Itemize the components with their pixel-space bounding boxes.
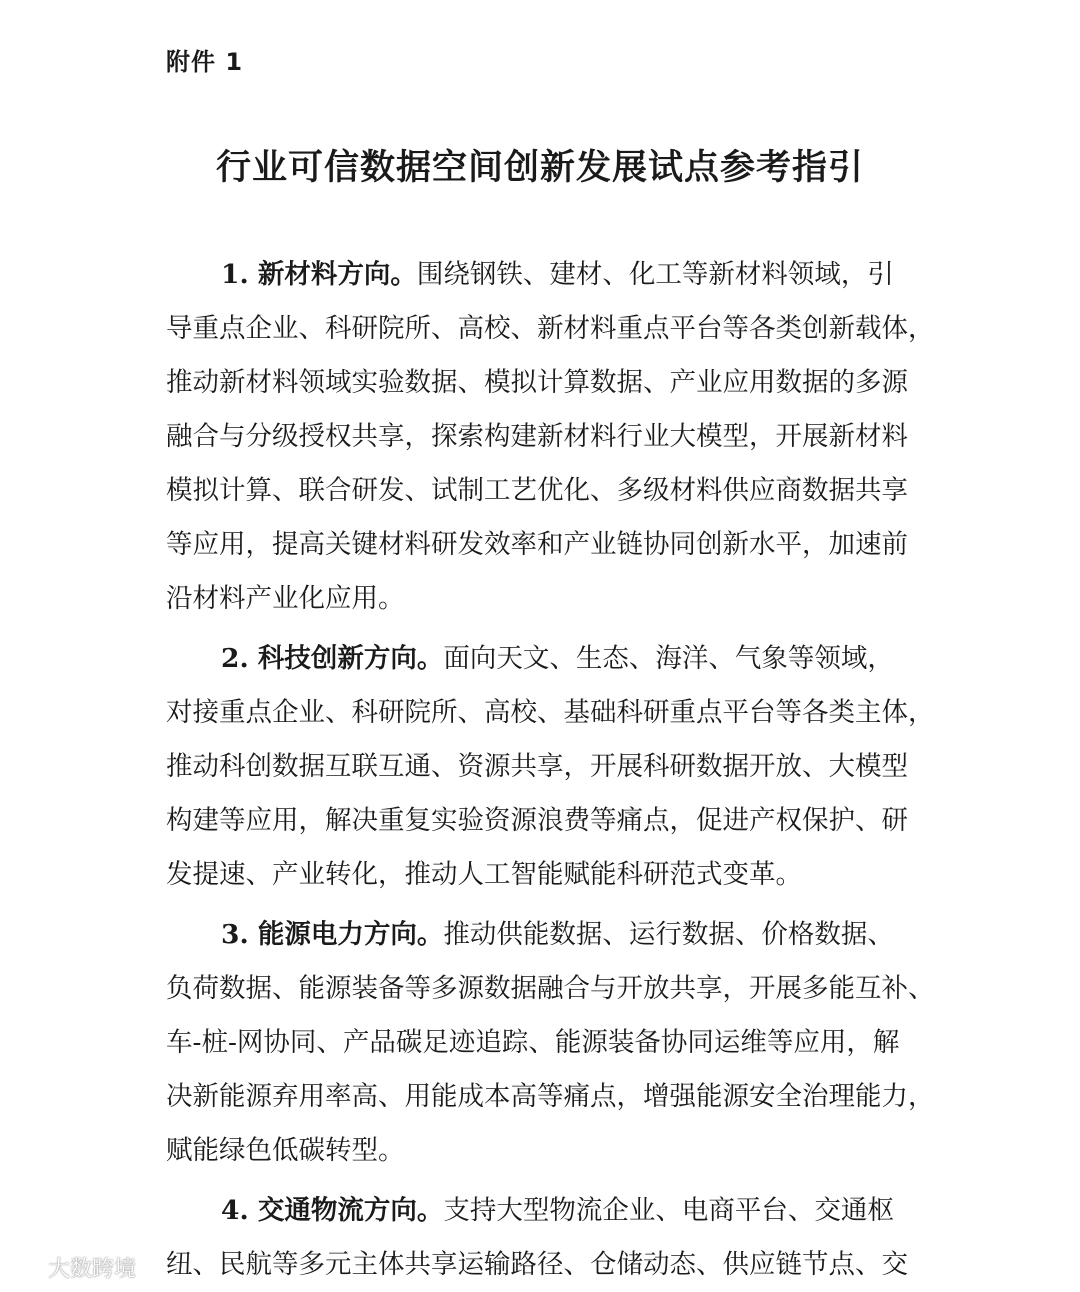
section-energy-power <box>166 908 935 1178</box>
paragraph-line <box>166 1184 918 1238</box>
section-text: 推动供能数据、运行数据、价格数据、 <box>443 919 894 950</box>
watermark <box>12 1252 136 1283</box>
paragraph-line <box>166 632 918 686</box>
weibo-logo-icon <box>12 1255 42 1281</box>
section-heading: 3. 能源电力方向。 <box>221 919 444 950</box>
document-title: 行业可信数据空间创新发展试点参考指引 <box>215 148 864 188</box>
attachment-label: 附件 1 <box>166 48 244 76</box>
paragraph-line: 导重点企业、科研院所、高校、新材料重点平台等各类创新载体， <box>166 313 935 344</box>
paragraph-line: 纽、民航等多元主体共享运输路径、仓储动态、供应链节点、交 <box>166 1249 908 1280</box>
section-text: 围绕钢铁、建材、化工等新材料领域，引 <box>416 259 894 290</box>
section-heading: 2. 科技创新方向。 <box>221 643 444 674</box>
section-heading: 1. 新材料方向。 <box>221 259 417 290</box>
paragraph-line <box>166 908 918 962</box>
watermark-text: 大数跨境 <box>48 1257 137 1282</box>
paragraph-line: 决新能源弃用率高、用能成本高等痛点，增强能源安全治理能力， <box>166 1081 935 1112</box>
section-text: 面向天文、生态、海洋、气象等领域， <box>443 643 894 674</box>
paragraph-line: 赋能绿色低碳转型。 <box>166 1135 405 1166</box>
section-new-materials <box>166 248 935 626</box>
paragraph-line: 发提速、产业转化，推动人工智能赋能科研范式变革。 <box>166 859 802 890</box>
paragraph-line: 推动科创数据互联互通、资源共享，开展科研数据开放、大模型 <box>166 751 908 782</box>
paragraph-line: 沿材料产业化应用。 <box>166 583 405 614</box>
section-transport-logistics <box>166 1184 918 1292</box>
paragraph-line: 车-桩-网协同、产品碳足迹追踪、能源装备协同运维等应用，解 <box>166 1027 900 1058</box>
section-heading: 4. 交通物流方向。 <box>221 1195 444 1226</box>
paragraph-line: 推动新材料领域实验数据、模拟计算数据、产业应用数据的多源 <box>166 367 908 398</box>
paragraph-line: 等应用，提高关键材料研发效率和产业链协同创新水平，加速前 <box>166 529 908 560</box>
paragraph-line <box>166 248 918 302</box>
paragraph-line: 对接重点企业、科研院所、高校、基础科研重点平台等各类主体， <box>166 697 935 728</box>
paragraph-line: 构建等应用，解决重复实验资源浪费等痛点，促进产权保护、研 <box>166 805 908 836</box>
section-text: 支持大型物流企业、电商平台、交通枢 <box>443 1195 894 1226</box>
document-body <box>166 248 935 1292</box>
paragraph-line: 融合与分级授权共享，探索构建新材料行业大模型，开展新材料 <box>166 421 908 452</box>
paragraph-line: 负荷数据、能源装备等多源数据融合与开放共享，开展多能互补、 <box>166 973 935 1004</box>
section-tech-innovation <box>166 632 935 902</box>
paragraph-line: 模拟计算、联合研发、试制工艺优化、多级材料供应商数据共享 <box>166 475 908 506</box>
